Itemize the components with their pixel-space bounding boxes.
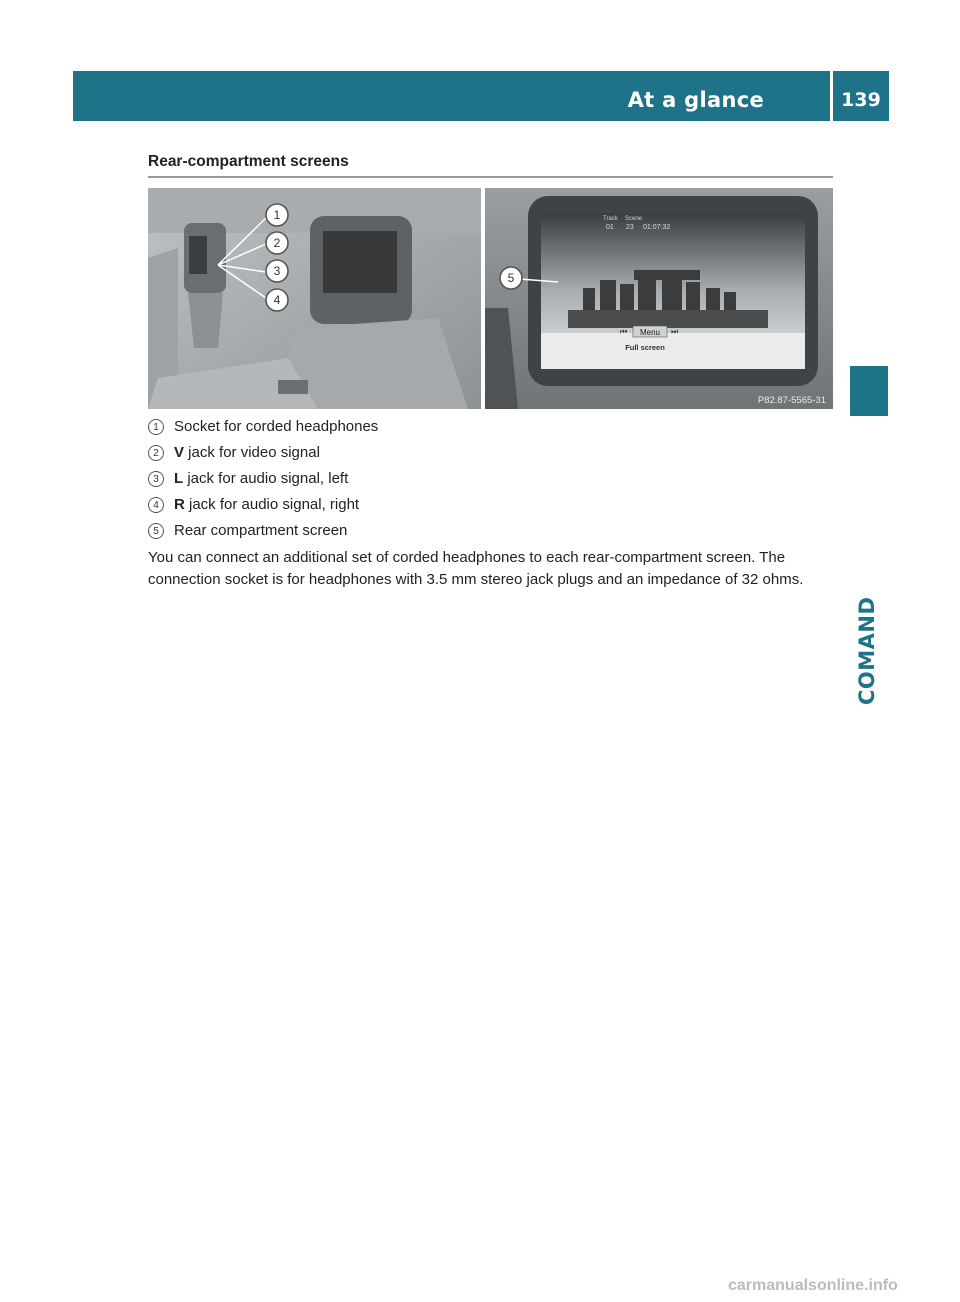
legend-item-3 (148, 470, 838, 496)
page-number: 139 (841, 89, 881, 111)
legend-text: Rear compartment screen (174, 522, 348, 539)
legend-text: jack for audio signal, left (183, 470, 349, 487)
legend-item-1 (148, 418, 838, 444)
legend-number: 4 (148, 497, 164, 513)
svg-text:3: 3 (273, 264, 281, 278)
header-title: At a glance (627, 88, 764, 112)
screen-track-label: Track (603, 216, 618, 222)
legend-text: Socket for corded headphones (174, 418, 379, 435)
legend-number: 1 (148, 419, 164, 435)
svg-text:1: 1 (273, 208, 281, 222)
svg-text:⏮: ⏮ (620, 327, 628, 336)
rear-screens-figure (148, 188, 833, 409)
figure-legend (148, 418, 838, 548)
callout-1 (266, 204, 288, 226)
legend-text: jack for audio signal, right (184, 496, 360, 513)
legend-number: 5 (148, 523, 164, 539)
right-photo (485, 188, 833, 409)
callout-2 (266, 232, 288, 254)
callout-3 (266, 260, 288, 282)
side-tab-label: COMAND (855, 596, 879, 705)
callout-5 (500, 267, 522, 289)
legend-text: jack for video signal (184, 444, 320, 461)
screen-track: 01 (606, 224, 614, 231)
figure-illustration (148, 188, 833, 409)
left-photo (148, 188, 481, 409)
svg-text:2: 2 (273, 236, 281, 250)
callout-4 (266, 289, 288, 311)
legend-number: 3 (148, 471, 164, 487)
svg-text:4: 4 (273, 293, 281, 307)
screen-scene: 23 (626, 224, 634, 231)
body-paragraph: You can connect an additional set of corded headphones to each rear-compartment screen. The connection socket is for headphones with 3.5 mm stereo jack plugs and an impedance of 32 ohms. (148, 549, 804, 588)
page-header (73, 71, 889, 121)
svg-text:5: 5 (507, 271, 515, 285)
footer-watermark: carmanualsonline.info (728, 1277, 898, 1294)
section-divider (148, 176, 833, 178)
screen-full-screen: Full screen (625, 343, 665, 352)
screen-menu-button: Menu (639, 328, 661, 337)
side-tab-marker (850, 366, 888, 416)
legend-item-5 (148, 522, 838, 548)
screen-scene-label: Scene (625, 216, 643, 222)
legend-key: L (174, 470, 184, 487)
legend-key: V (174, 444, 185, 461)
legend-item-4 (148, 496, 838, 522)
screen-time: 01:07:32 (643, 224, 671, 231)
legend-number: 2 (148, 445, 164, 461)
legend-key: R (174, 496, 185, 513)
svg-text:⏭: ⏭ (671, 327, 679, 336)
header-title-bar (73, 71, 830, 121)
section-title: Rear-compartment screens (148, 153, 349, 170)
image-code: P82.87-5565-31 (757, 395, 826, 406)
legend-item-2 (148, 444, 838, 470)
